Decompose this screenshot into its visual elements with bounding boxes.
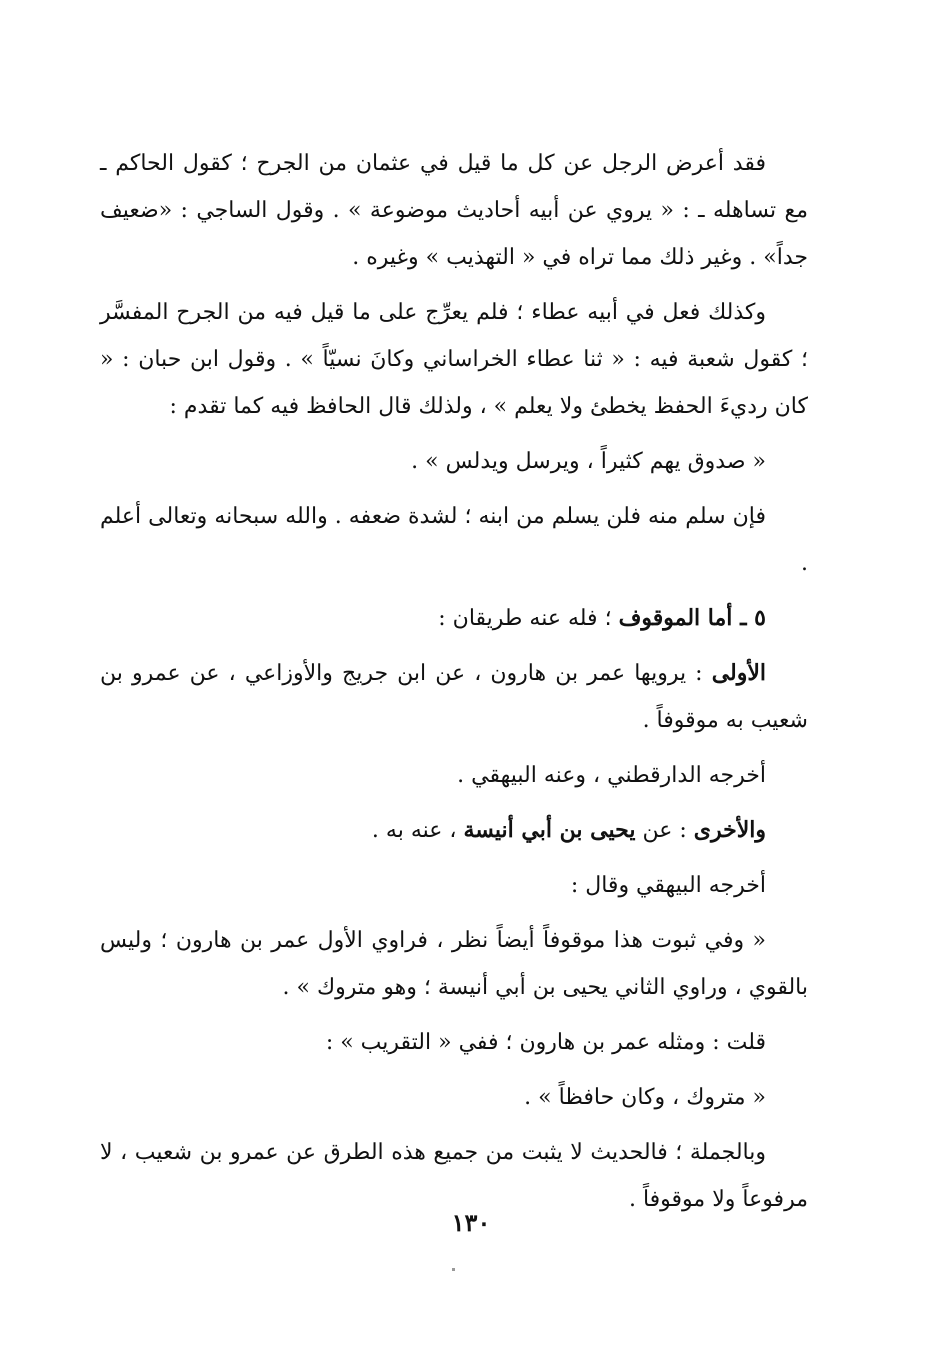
paragraph-text: ؛ فله عنه طريقان : [438,606,619,631]
narrator-name: يحيى بن أبي أنيسة [463,817,636,843]
scan-dot [452,1268,455,1271]
paragraph-text: فقد أعرض الرجل عن كل ما قيل في عثمان من الجرح ؛ كقول الحاكم ـ مع تساهله ـ : « يروي عن أبيه أحاديث موضوعة » . وقول الساجي : «ضعيف جداً» . وغير ذلك مما تراه في « التهذيب » وغيره . [100,151,808,270]
paragraph-5 [100,595,808,642]
page-number: ١٣٠ [451,1208,491,1237]
paragraph-text: « صدوق يهم كثيراً ، ويرسل ويدلس » . [411,449,766,474]
paragraph-text: أخرجه البيهقي وقال : [570,873,766,898]
section-heading: ٥ ـ أما الموقوف [618,605,766,631]
paragraph-11 [100,1019,808,1066]
paragraph-text: : عن [635,818,694,843]
body-text [100,140,808,1231]
lead-term: الأولى [711,660,767,686]
paragraph-text: أخرجه الدارقطني ، وعنه البيهقي . [457,763,766,788]
paragraph-4 [100,493,808,587]
paragraph-1 [100,140,808,281]
paragraph-12-quote [100,1074,808,1121]
paragraph-text: وبالجملة ؛ فالحديث لا يثبت من جميع هذه الطرق عن عمرو بن شعيب ، لا مرفوعاً ولا موقوفاً . [100,1140,808,1212]
paragraph-text: « متروك ، وكان حافظاً » . [524,1085,766,1110]
paragraph-10-quote [100,917,808,1011]
paragraph-text: وكذلك فعل في أبيه عطاء ؛ فلم يعرِّج على ما قيل فيه من الجرح المفسَّر ؛ كقول شعبة فيه : « ثنا عطاء الخراساني وكانَ نسيّاً » . وقول ابن حبان : « كان رديءَ الحفظ يخطئ ولا يعلم » ، ولذلك قال الحافظ فيه كما تقدم : [100,300,808,419]
paragraph-3-quote [100,438,808,485]
paragraph-text-tail: ، عنه به . [371,818,464,843]
lead-term: والأخرى [693,817,766,843]
paragraph-2 [100,289,808,430]
paragraph-text: قلت : ومثله عمر بن هارون ؛ ففي « التقريب » : [325,1030,766,1055]
paragraph-8 [100,807,808,854]
paragraph-text: « وفي ثبوت هذا موقوفاً أيضاً نظر ، فراوي الأول عمر بن هارون ؛ وليس بالقوي ، وراوي الثاني يحيى بن أبي أنيسة ؛ وهو متروك » . [100,928,808,1000]
paragraph-6 [100,650,808,744]
paragraph-text: فإن سلم منه فلن يسلم من ابنه ؛ لشدة ضعفه . والله سبحانه وتعالى أعلم . [100,504,808,576]
paragraph-9 [100,862,808,909]
paragraph-text: : يرويها عمر بن هارون ، عن ابن جريج والأوزاعي ، عن عمرو بن شعيب به موقوفاً . [100,661,808,733]
paragraph-7 [100,752,808,799]
